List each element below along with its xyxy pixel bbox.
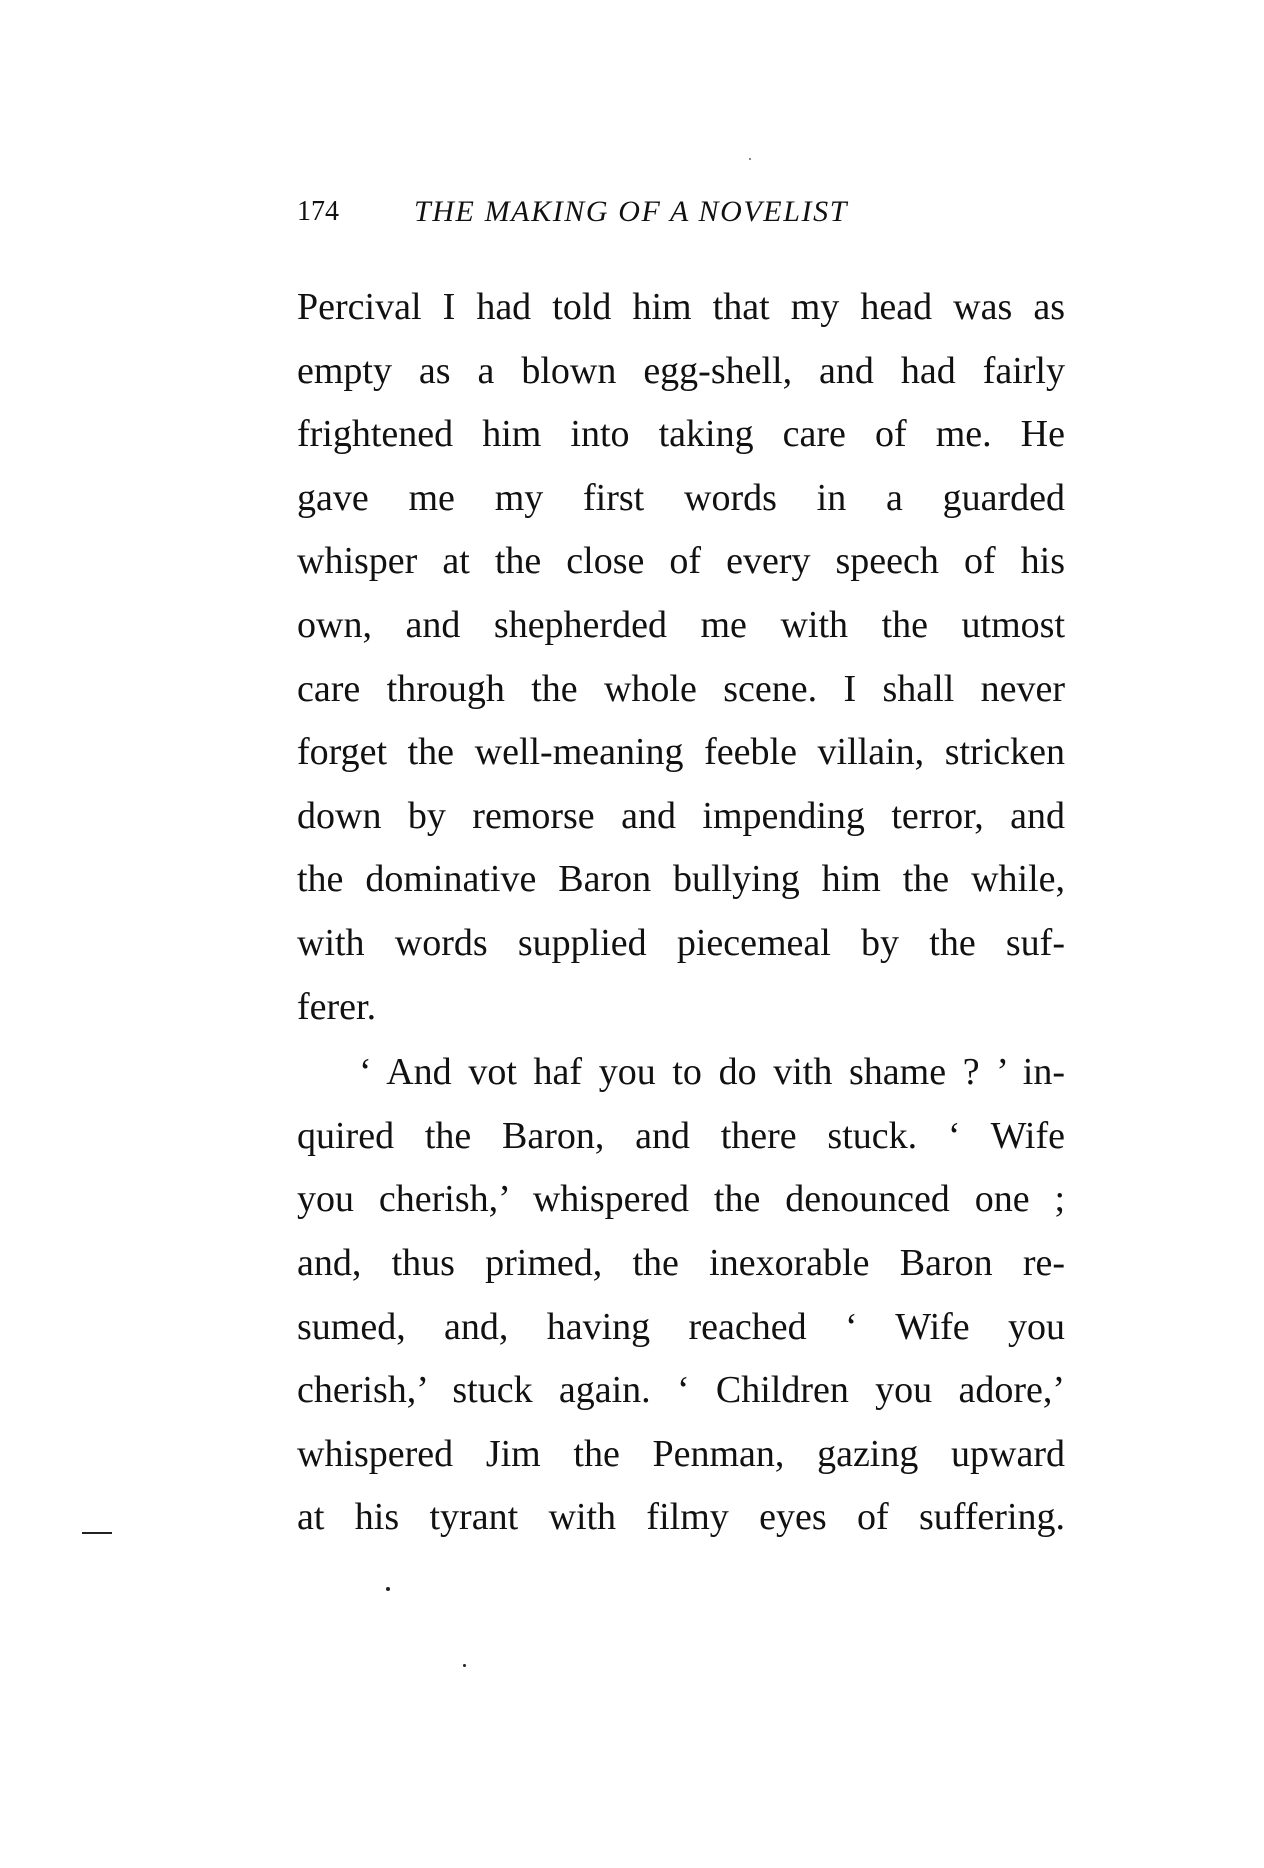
text-line: own, and shepherded me with the utmost <box>297 603 1065 646</box>
text-line: with words supplied piecemeal by the suf- <box>297 921 1065 964</box>
paragraph-1 <box>297 276 1065 1039</box>
text-line: sumed, and, having reached ‘ Wife you <box>297 1305 1065 1348</box>
running-title: THE MAKING OF A NOVELIST <box>414 195 848 228</box>
page-number: 174 <box>297 196 339 227</box>
text-line: ‘ And vot haf you to do vith shame ? ’ in- <box>359 1051 1065 1094</box>
text-line: Percival I had told him that my head was as <box>297 286 1065 328</box>
text-line: care through the whole scene. I shall never <box>297 667 1065 710</box>
text-line: and, thus primed, the inexorable Baron re- <box>297 1241 1065 1284</box>
text-line: whisper at the close of every speech of his <box>297 540 1065 583</box>
text-line: down by remorse and impending terror, and <box>297 794 1065 837</box>
text-line: whispered Jim the Penman, gazing upward <box>297 1432 1065 1475</box>
text-line: quired the Baron, and there stuck. ‘ Wife <box>297 1114 1065 1157</box>
text-line: at his tyrant with filmy eyes of suffering. <box>297 1496 1065 1539</box>
text-line: ferer. <box>297 985 377 1028</box>
text-line: gave me my first words in a guarded <box>297 476 1065 519</box>
text-line: forget the well-meaning feeble villain, stricken <box>297 731 1065 774</box>
running-head <box>297 192 1065 232</box>
scan-speck <box>749 158 751 160</box>
text-line: cherish,’ stuck again. ‘ Children you adore,’ <box>297 1369 1065 1412</box>
text-line: the dominative Baron bullying him the while, <box>297 858 1065 901</box>
scan-dash-mark <box>82 1532 112 1534</box>
paragraph-2 <box>297 1041 1065 1550</box>
scan-dot-mark <box>463 1664 466 1667</box>
text-line: empty as a blown egg-shell, and had fairly <box>297 349 1065 392</box>
text-line: frightened him into taking care of me. He <box>297 413 1065 456</box>
scan-dot-mark <box>386 1587 390 1591</box>
body-text <box>297 276 1065 1550</box>
text-line: you cherish,’ whispered the denounced one ; <box>297 1178 1065 1221</box>
